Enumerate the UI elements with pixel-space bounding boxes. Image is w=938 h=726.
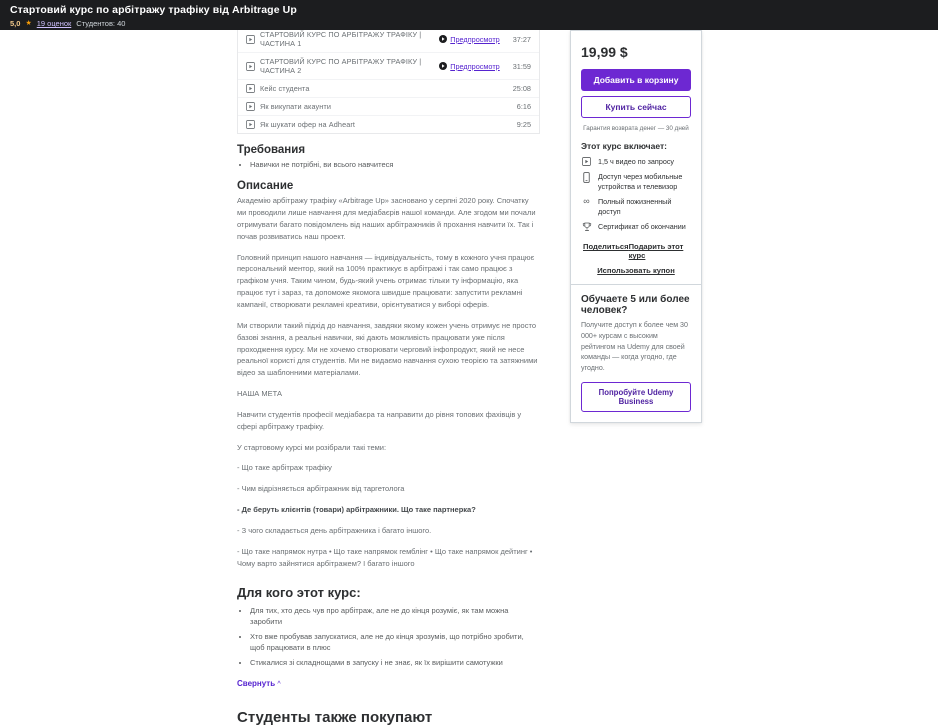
lecture-video-icon [246,120,255,129]
lecture-video-icon [246,84,255,93]
curriculum-list [237,25,540,134]
preview-link[interactable]: Предпросмотр [450,34,500,44]
lecture-duration: 6:16 [516,102,531,111]
description-paragraph: Академію арбітражу трафіку «Arbitrage Up» засновано у серпні 2020 року. Спочатку ми проводили лише навчання для медіабаєрів нашої команди. Але згодом ми почали отримувати багато повідомлень від наших арбітражників й прохання навчити їх. Так і почав розвиватись наш проект. [237,196,536,241]
rating-value: 5,0 [10,19,21,28]
money-back-guarantee: Гарантия возврата денег — 30 дней [583,125,689,132]
page-title: Стартовий курс по арбітражу трафіку від Arbitrage Up [10,4,297,16]
play-icon [439,62,447,70]
includes-text: 1,5 ч видео по запросу [598,157,675,166]
includes-item [581,197,691,217]
business-description: Получите доступ к более чем 30 000+ курсам с высоким рейтингом на Udemy для своей команды — когда угодно, где угодно. [581,321,688,373]
requirement-item: • Навички не потрібні, ви всього навчитеся [250,159,540,170]
audience-item: • Хто вже пробував запускатися, але не до кінця зрозумів, що потрібно зробити, щоб працювати в плюс [250,631,540,654]
lecture-title: Як викупати акаунти [260,102,332,111]
mobile-icon [581,172,592,183]
course-includes-heading: Этот курс включает: [581,141,667,151]
description-body [237,195,540,569]
lecture-duration: 31:59 [512,61,531,71]
buy-now-button[interactable]: Купить сейчас [581,96,691,118]
lecture-row[interactable] [238,52,539,79]
lecture-duration: 25:08 [512,84,531,93]
video-icon [581,157,592,166]
topic-item: - Чим відрізняється арбітражник від таргетолога [237,484,405,494]
includes-item [581,157,691,167]
trophy-icon [581,222,592,232]
description-paragraph: Головний принцип нашого навчання — індивідуальність, тому в кожного учня працює персональний ментор, який на 100% практикує в арбітражі і так само працює з графіком учня. Таким чином, будь-який учень отримає тільки ту інформацію, яка працює тут і зараз, та допоможе якомога швидше працювати: запустити рекламні кампанії, створювати рекламні креативи, орієнтуватися у виборі оферів. [237,252,535,309]
apply-coupon-link[interactable]: Использовать купон [597,266,675,276]
includes-text: Доступ через мобильные устройства и телевизор [598,172,683,192]
students-also-buy-heading: Студенты также покупают [237,708,433,726]
lecture-video-icon [246,62,255,71]
lecture-title: Кейс студента [260,84,310,93]
lecture-duration: 9:25 [516,120,531,129]
lecture-duration: 37:27 [512,34,531,44]
includes-item [581,172,691,192]
purchase-sidebar [570,30,702,423]
goal-heading: НАША МЕТА [237,389,282,399]
course-meta [10,19,928,28]
gift-course-link[interactable]: Подарить этот курс [628,242,684,261]
star-icon: ★ [25,20,32,27]
requirements-heading: Требования [237,144,306,156]
students-count: Студентов: 40 [76,19,126,28]
requirements-list [237,159,540,170]
description-paragraph: Ми створили такий підхід до навчання, завдяки якому кожен учень отримує не просто базові знання, а реальні навички, які дають можливість працювати уже після проходження курсу. Ми не хочемо створювати черговий інфопродукт, який не несе реальної користі для студентів. Ми не видаємо навчання сухою теорією та затяжними відео за шаблонними матеріалами. [237,320,538,378]
lecture-video-icon [246,35,255,44]
includes-text: Сертификат об окончании [598,222,686,232]
lecture-title: Як шукати офер на Adheart [260,120,356,129]
audience-list [237,605,540,669]
topic-item: - З чого складається день арбітражника і багато іншого. [237,525,432,535]
lecture-row[interactable] [238,115,539,133]
audience-item: • Для тих, хто десь чув про арбітраж, але не до кінця розуміє, як там можна заробити [250,605,540,628]
sidebar-divider [571,284,701,285]
description-heading: Описание [237,180,294,193]
lecture-title: СТАРТОВИЙ КУРС ПО АРБІТРАЖУ ТРАФІКУ | ЧАСТИНА 1 [260,30,422,48]
add-to-cart-button[interactable]: Добавить в корзину [581,69,691,91]
lecture-row[interactable] [238,79,539,97]
preview-link[interactable]: Предпросмотр [450,61,500,71]
chevron-up-icon: ^ [277,680,281,688]
business-heading: Обучаете 5 или более человек? [581,294,690,317]
topic-item: - Що таке напрямок нутра • Що таке напрямок гемблінг • Що таке напрямок дейтинг • Чому варто зайнятися арбітражем? І багато іншого [237,546,533,568]
includes-text: Полный пожизненный доступ [598,197,672,217]
includes-item [581,222,691,232]
course-price: 19,99 $ [581,44,628,60]
topic-item: - Де беруть клієнтів (товари) арбітражники. Що таке партнерка? [237,505,476,515]
audience-item: • Стикалися зі складнощами в запуску і не знає, як їх вирішити самотужки [250,657,540,669]
main-content [237,25,540,726]
audience-heading: Для кого этот курс: [237,584,361,600]
lecture-row[interactable] [238,97,539,115]
ratings-count-link[interactable]: 19 оценок [36,19,72,28]
topics-intro: У стартовому курсі ми розібрали такі теми: [237,442,387,452]
lecture-video-icon [246,102,255,111]
course-header-bar [0,0,938,30]
infinity-icon: ∞ [583,196,590,207]
share-link[interactable]: Поделиться [583,242,629,252]
goal-text: Навчити студентів професії медіабаєра та направити до рівня топових фахівців у сфері арбітражу трафіку. [237,409,522,431]
play-icon [439,35,447,43]
collapse-description-link[interactable]: Свернуть ^ [237,678,281,688]
topic-item: - Що таке арбітраж трафіку [237,463,332,473]
udemy-business-button[interactable]: Попробуйте Udemy Business [581,382,691,412]
lecture-title: СТАРТОВИЙ КУРС ПО АРБІТРАЖУ ТРАФІКУ | ЧАСТИНА 2 [260,57,422,75]
